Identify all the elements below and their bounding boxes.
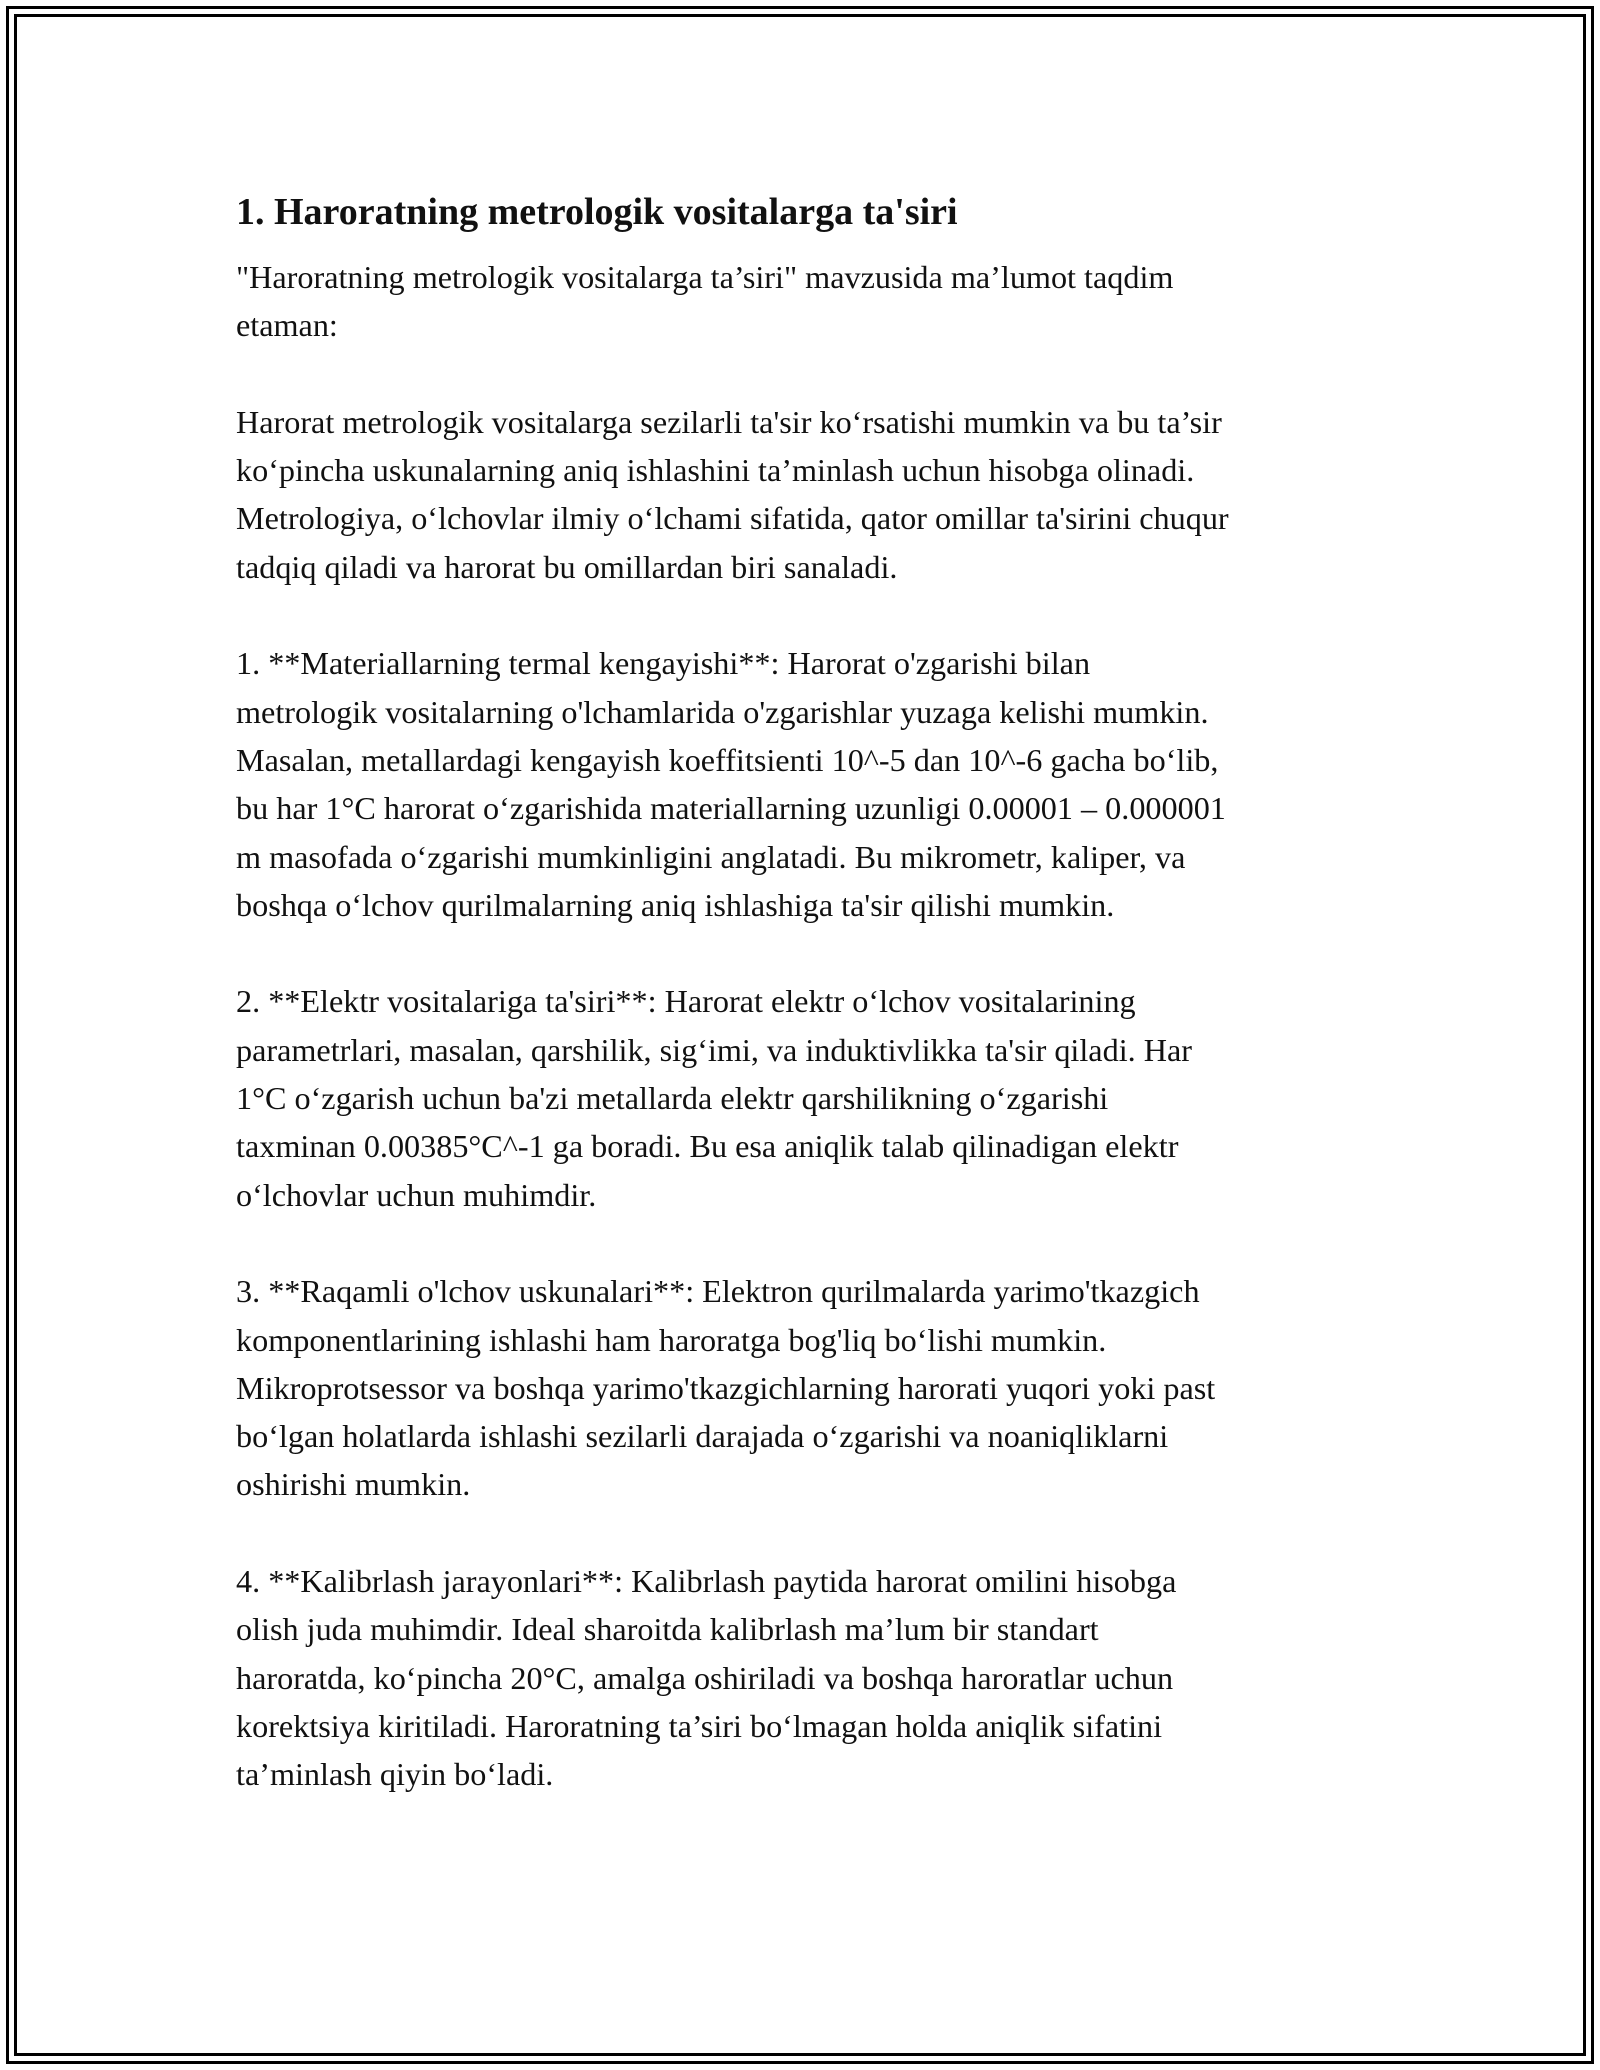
intro-paragraph: "Haroratning metrologik vositalarga ta’siri" mavzusida ma’lumot taqdim etaman: [236,259,1174,344]
thermal-expansion-paragraph: 1. **Materiallarning termal kengayishi**: Harorat o'zgarishi bilan metrologik vositalarning o'lchamlarida o'zgarishlar yuzaga kelishi mumkin. Masalan, metallardagi kengayish koeffitsienti 10^-5 dan 10^-6 gacha bo‘lib, bu har 1°C harorat o‘zgarishida materiallarning uzunligi 0.00001 – 0.000001 m masofada o‘zgarishi mumkinligini anglatadi. Bu mikrometr, kaliper, va boshqa o‘lchov qurilmalarning aniq ishlashiga ta'sir qilishi mumkin. [236,645,1226,923]
document-body [236,187,1366,1847]
overview-paragraph: Harorat metrologik vositalarga sezilarli ta'sir ko‘rsatishi mumkin va bu ta’sir ko‘pincha uskunalarning aniq ishlashini ta’minlash uchun hisobga olinadi. Metrologiya, o‘lchovlar ilmiy o‘lchami sifatida, qator omillar ta'sirini chuqur tadqiq qiladi va harorat bu omillardan biri sanaladi. [236,403,1229,585]
electric-instruments-paragraph: 2. **Elektr vositalariga ta'siri**: Harorat elektr o‘lchov vositalarining parametrlari, masalan, qarshilik, sig‘imi, va induktivlikka ta'sir qiladi. Har 1°C o‘zgarish uchun ba'zi metallarda elektr qarshilikning o‘zgarishi taxminan 0.00385°C^-1 ga boradi. Bu esa aniqlik talab qilinadigan elektr o‘lchovlar uchun muhimdir. [236,983,1192,1213]
calibration-paragraph: 4. **Kalibrlash jarayonlari**: Kalibrlash paytida harorat omilini hisobga olish juda muhimdir. Ideal sharoitda kalibrlash ma’lum bir standart haroratda, ko‘pincha 20°C, amalga oshiriladi va boshqa haroratlar uchun korektsiya kiritiladi. Haroratning ta’siri bo‘lmagan holda aniqlik sifatini ta’minlash qiyin bo‘ladi. [236,1563,1177,1793]
digital-instruments-paragraph: 3. **Raqamli o'lchov uskunalari**: Elektron qurilmalarda yarimo'tkazgich komponentlarining ishlashi ham haroratga bog'liq bo‘lishi mumkin. Mikroprotsessor va boshqa yarimo'tkazgichlarning harorati yuqori yoki past bo‘lgan holatlarda ishlashi sezilarli darajada o‘zgarishi va noaniqliklarni oshirishi mumkin. [236,1273,1216,1503]
section-heading: 1. Haroratning metrologik vositalarga ta'siri [236,191,958,233]
